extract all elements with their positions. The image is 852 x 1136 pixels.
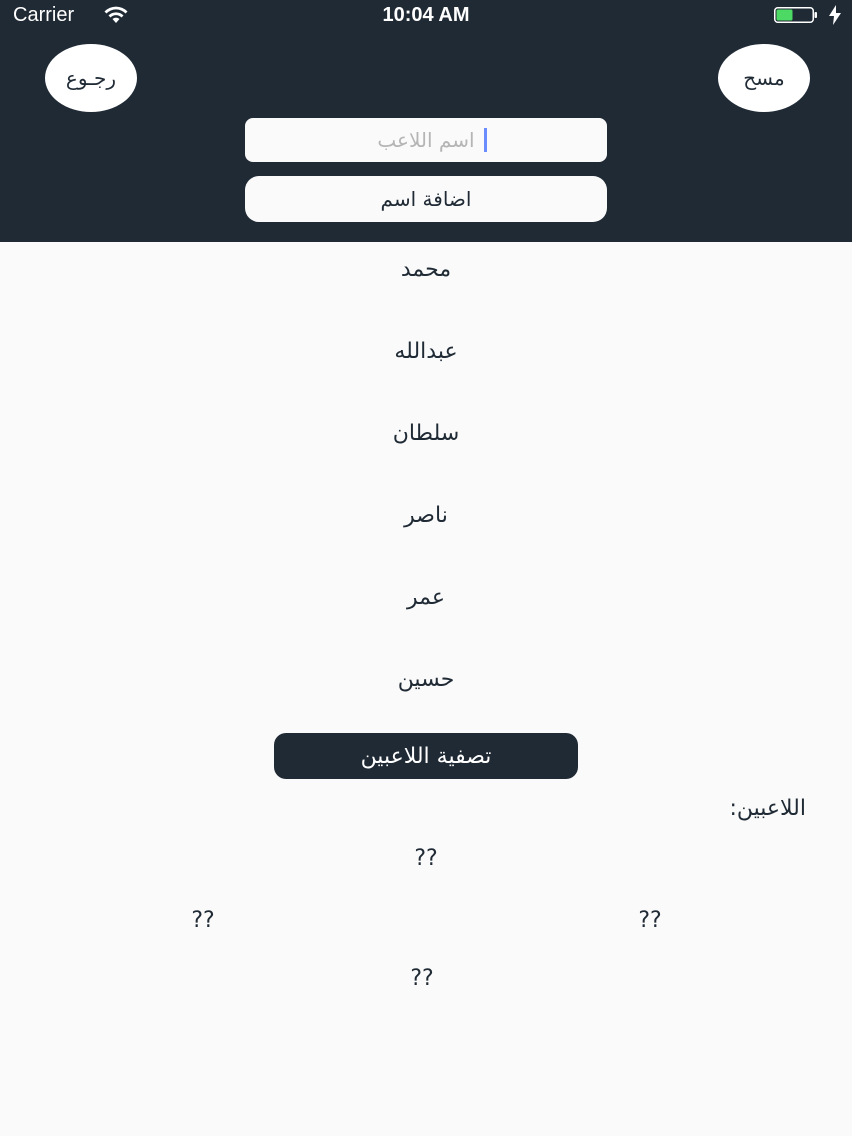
player-item[interactable]: عمر [407, 585, 445, 610]
player-item[interactable]: عبدالله [394, 339, 458, 364]
players-result-label: اللاعبين: [729, 796, 806, 821]
player-item[interactable]: ناصر [404, 503, 448, 528]
status-time: 10:04 AM [382, 4, 470, 26]
player-item[interactable]: حسين [397, 667, 455, 692]
back-button[interactable]: رجـوع [45, 44, 137, 112]
player-slot-bottom: ?? [410, 966, 434, 991]
filter-players-button[interactable]: تصفية اللاعبين [274, 733, 578, 779]
battery-icon [774, 7, 818, 23]
charging-bolt-icon [828, 5, 842, 25]
carrier-label: Carrier [13, 4, 75, 26]
add-name-button[interactable]: اضافة اسم [245, 176, 607, 222]
player-slot-left: ?? [191, 908, 215, 933]
status-bar [0, 0, 852, 32]
player-item[interactable]: سلطان [392, 421, 460, 446]
player-slot-right: ?? [638, 908, 662, 933]
text-cursor [484, 128, 487, 152]
player-item[interactable]: محمد [400, 257, 452, 282]
player-name-input[interactable] [245, 118, 607, 162]
header [0, 0, 852, 242]
player-slot-top: ?? [414, 846, 438, 871]
clear-button[interactable]: مسح [718, 44, 810, 112]
